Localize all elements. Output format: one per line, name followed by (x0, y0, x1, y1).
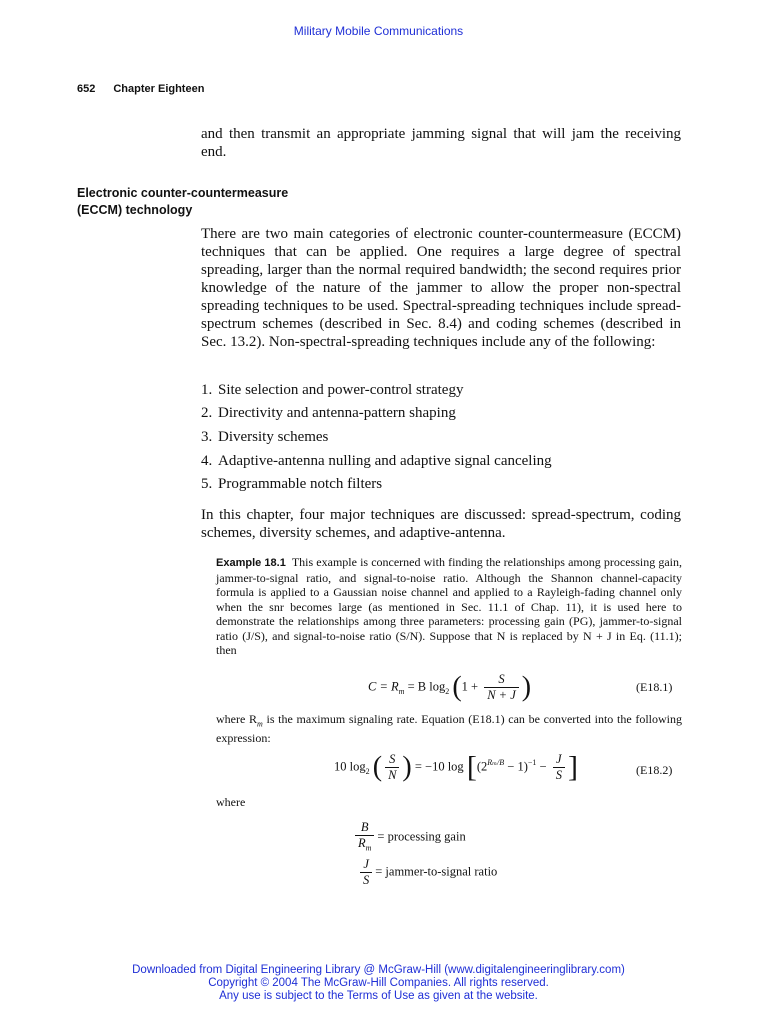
list-item-number: 1. (201, 382, 213, 398)
list-item-number: 3. (201, 429, 213, 445)
list-item-text: Site selection and power-control strategy (218, 382, 464, 398)
example-label: Example 18.1 (216, 557, 286, 569)
def2-num: J (360, 857, 372, 873)
eq2-inner-power: −1 (527, 758, 537, 768)
example-text: This example is concerned with finding the relationships among processing gain, jammer-to-signal ratio, and signal-to-noise ratio. Although the Shannon channel-capacity formula is applied to a Gaussian noise channel and applied to a Rayleigh-fading channel only when the snr becomes large (as mentioned in Sec. 11.1 of Chap. 11), it is used here to demonstrate the relationships among three parameters: processing gain (PG), jammer-to-signal ratio (J/S), and signal-to-noise ratio (S/N). Suppose that N is replaced by N + J in Eq. (11.1); then (216, 555, 682, 657)
eq2-inner-open: (2 (476, 759, 488, 774)
eq2-minus: − (536, 759, 550, 774)
eq2-lhs: 10 log (334, 759, 366, 774)
footer-line2: Copyright © 2004 The McGraw-Hill Companies. All rights reserved. (208, 977, 549, 989)
eq2-log-base: 2 (365, 766, 370, 776)
running-head: Military Mobile Communications (293, 24, 464, 38)
def2-den: S (363, 873, 370, 887)
def1-fraction (355, 820, 374, 856)
def1-meaning: = processing gain (377, 829, 466, 844)
eq1-numerator: S (484, 672, 519, 688)
where-paragraph-2: where (216, 795, 246, 809)
eq2-j: J (553, 752, 565, 768)
list-item-text: Programmable notch filters (218, 476, 383, 492)
eq1-denominator: N + J (487, 688, 516, 702)
eq1-fraction (484, 672, 519, 703)
def2-meaning: = jammer-to-signal ratio (375, 864, 498, 879)
section-paragraph: There are two main categories of electronic counter-countermeasure (ECCM) techniques that can be applied. One requires a large degree of spectral spreading, larger than the normal required bandwidth; the second requires prior knowledge of the nature of the jammer to allow the proper non-spectral spreading techniques to be used. Spectral-spreading techniques include spread-spectrum schemes (described in Sec. 8.4) and coding schemes (described in Sec. 13.2). Non-spectral-spreading techniques include any of the following: (201, 226, 681, 350)
left-bracket-icon: [ (466, 750, 477, 784)
equation-e18-1 (368, 672, 531, 703)
chapter-title: Chapter Eighteen (113, 83, 205, 95)
eq2-js-fraction (553, 752, 565, 783)
eq2-rhs: = −10 log (414, 759, 464, 774)
list-item (201, 428, 328, 446)
eq2-numerator: S (385, 752, 399, 768)
eq2-inner-close: − 1) (504, 759, 528, 774)
def1-den-sub: m (365, 843, 372, 853)
left-paren-icon: ( (372, 751, 383, 783)
list-item-text: Diversity schemes (218, 429, 329, 445)
eq2-s: S (555, 768, 562, 782)
list-item-number: 2. (201, 405, 213, 421)
page-header (77, 83, 204, 95)
list-item (201, 404, 456, 422)
left-paren-icon: ( (452, 671, 462, 703)
eq1-mid: = B log (404, 679, 446, 694)
list-item-number: 4. (201, 453, 213, 469)
eq2-denominator: N (388, 768, 397, 782)
eq1-lhs: C = R (368, 679, 399, 694)
list-item (201, 452, 552, 470)
equation-number-2: (E18.2) (636, 763, 673, 777)
list-item (201, 475, 382, 493)
page-number: 652 (77, 83, 96, 95)
where-1-start: where R (216, 712, 258, 726)
equation-e18-2 (334, 752, 578, 783)
where-1-rest: is the maximum signaling rate. Equation (E18.1) can be converted into the following expression: (216, 712, 682, 746)
list-item (201, 381, 463, 399)
where-1-sub: m (257, 719, 263, 729)
section-heading-line1: Electronic counter-countermeasure (77, 186, 289, 200)
definition-jammer-to-signal (357, 857, 497, 888)
list-item-number: 5. (201, 476, 213, 492)
eq1-lhs-sub: m (398, 686, 405, 696)
intro-paragraph: and then transmit an appropriate jamming signal that will jam the receiving end. (201, 126, 681, 160)
equation-number-1: (E18.1) (636, 680, 673, 694)
right-paren-icon: ) (521, 671, 532, 703)
footer-line3: Any use is subject to the Terms of Use as given at the website. (219, 990, 538, 1002)
def1-num: B (355, 820, 374, 836)
eq2-fraction (385, 752, 399, 783)
list-item-text: Adaptive-antenna nulling and adaptive signal canceling (218, 453, 552, 469)
section-heading (77, 185, 317, 219)
list-item-text: Directivity and antenna-pattern shaping (218, 405, 456, 421)
eq1-log-base: 2 (445, 686, 450, 696)
right-bracket-icon: ] (567, 750, 578, 784)
section-heading-line2: (ECCM) technology (77, 203, 193, 217)
footer (0, 964, 757, 1003)
where-paragraph-1 (216, 712, 682, 746)
footer-line1: Downloaded from Digital Engineering Library @ McGraw-Hill (www.digitalengineeringlibrary.com) (132, 964, 625, 976)
eq1-one-plus: 1 + (461, 679, 479, 694)
right-paren-icon: ) (402, 751, 412, 783)
def2-fraction (360, 857, 372, 888)
definition-processing-gain (352, 820, 466, 856)
def1-den: R (358, 836, 366, 850)
summary-paragraph: In this chapter, four major techniques are discussed: spread-spectrum, coding schemes, diversity schemes, and adaptive-antenna. (201, 507, 681, 541)
example-block (216, 555, 682, 658)
eq2-exponent: Rₘ/B (487, 758, 505, 768)
